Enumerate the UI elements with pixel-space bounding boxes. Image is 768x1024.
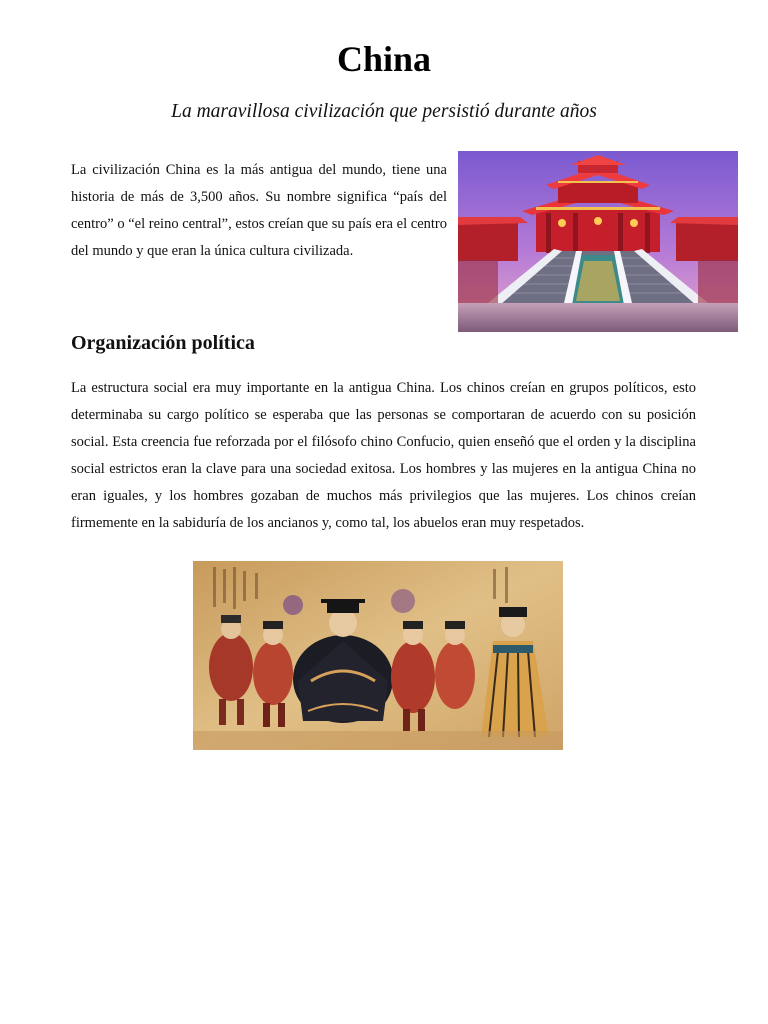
ancient-painting-image [193,561,563,750]
section-paragraph: La estructura social era muy importante en la antigua China. Los chinos creían en grupos políticos, esto determinaba su cargo político se esperaba que las personas se comportaran de acuerdo con su posición social. Esta creencia fue reforzada por el filósofo chino Confucio, quien enseñó que el orden y la disciplina social estrictos eran la clave para una sociedad exitosa. Los hombres y las mujeres en la antigua China no eran iguales, y los hombres gozaban de muchos más privilegios que las mujeres. Los chinos creían firmemente en la sabiduría de los ancianos y, como tal, los abuelos eran muy respetados. [71,380,696,531]
document-title: China [336,39,432,79]
section-heading: Organización política [71,332,255,354]
document-subtitle: La maravillosa civilización que persistió durante años [171,101,597,122]
temple-photo [458,151,738,332]
intro-paragraph: La civilización China es la más antigua del mundo, tiene una historia de más de 3,500 años. Su nombre significa “país del centro” o “el reino central”, estos creían que su país era el centro del mundo y que eran la única cultura civilizada. [71,162,447,259]
